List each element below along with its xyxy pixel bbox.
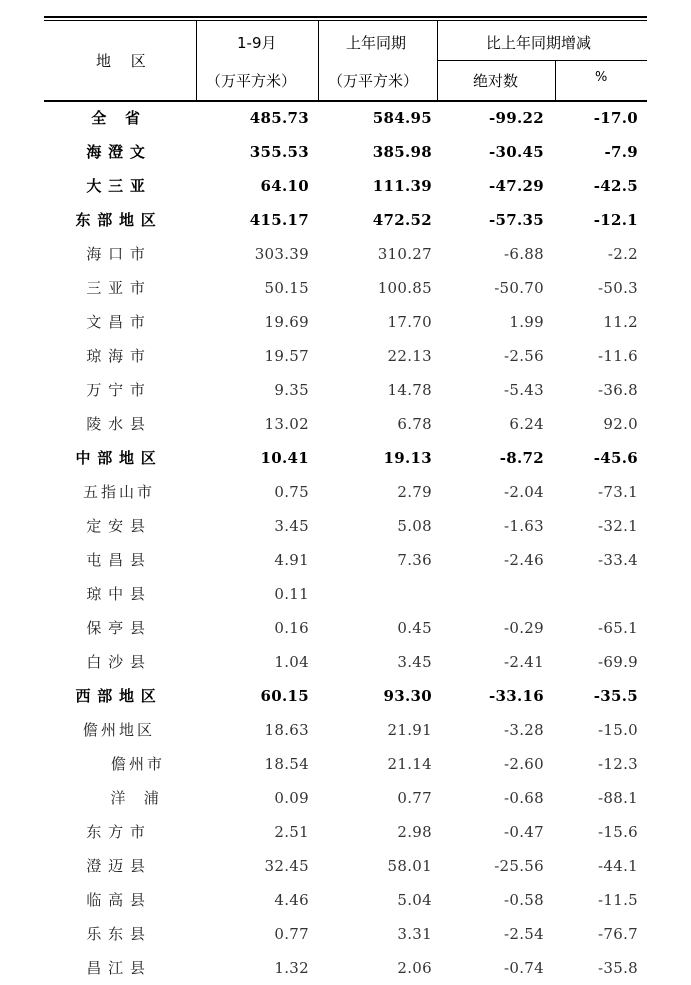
value-last-year: 6.78 <box>397 415 432 433</box>
value-1-9-month: 3.45 <box>274 517 309 535</box>
value-absolute-change: -3.28 <box>504 721 544 739</box>
value-1-9-month: 0.09 <box>274 789 309 807</box>
value-1-9-month: 303.39 <box>254 245 309 263</box>
table-row <box>44 645 647 679</box>
value-absolute-change: -5.43 <box>504 381 544 399</box>
table-row <box>44 543 647 577</box>
value-1-9-month: 9.35 <box>274 381 309 399</box>
value-1-9-month: 1.32 <box>274 959 309 977</box>
value-last-year: 0.45 <box>397 619 432 637</box>
table-row <box>44 815 647 849</box>
table-row <box>44 305 647 339</box>
value-absolute-change: -33.16 <box>489 687 544 705</box>
table-row <box>44 713 647 747</box>
header-col2-line1: 上年同期 <box>346 34 407 52</box>
value-percent-change: -2.2 <box>607 245 638 263</box>
value-1-9-month: 19.57 <box>264 347 309 365</box>
value-1-9-month: 0.75 <box>274 483 309 501</box>
header-col1-line2: （万平方米） <box>206 72 297 90</box>
value-1-9-month: 2.51 <box>274 823 309 841</box>
value-percent-change: -12.3 <box>598 755 638 773</box>
value-absolute-change: -2.60 <box>504 755 544 773</box>
value-last-year: 14.78 <box>387 381 432 399</box>
table-row <box>44 373 647 407</box>
region-name: 全 省 <box>91 109 147 127</box>
value-percent-change: -76.7 <box>598 925 638 943</box>
value-absolute-change: -30.45 <box>489 143 544 161</box>
table-row <box>44 679 647 713</box>
region-name: 大三亚 <box>86 177 152 195</box>
header-col3-abs: 绝对数 <box>473 72 519 90</box>
value-percent-change: -11.5 <box>598 891 638 909</box>
table-row <box>44 101 647 135</box>
table-row <box>44 203 647 237</box>
value-last-year: 22.13 <box>387 347 432 365</box>
value-absolute-change: -2.04 <box>504 483 544 501</box>
value-percent-change: -15.0 <box>598 721 638 739</box>
value-absolute-change: -0.68 <box>504 789 544 807</box>
region-name: 中部地区 <box>75 449 163 467</box>
value-absolute-change: -99.22 <box>489 109 544 127</box>
region-name: 保亭县 <box>86 619 152 637</box>
header-col3-group: 比上年同期增减 <box>486 34 592 52</box>
header-col3-pct: % <box>595 70 608 85</box>
value-last-year: 100.85 <box>377 279 432 297</box>
table-row <box>44 883 647 917</box>
value-percent-change: -35.8 <box>598 959 638 977</box>
header-col1-line1: 1-9月 <box>237 34 277 52</box>
header-divider-2 <box>318 21 319 101</box>
value-last-year: 2.79 <box>397 483 432 501</box>
value-1-9-month: 0.77 <box>274 925 309 943</box>
header-divider-4 <box>555 61 556 101</box>
region-name: 海口市 <box>86 245 152 263</box>
region-name: 儋州地区 <box>82 721 155 739</box>
value-1-9-month: 10.41 <box>260 449 309 467</box>
table-row <box>44 407 647 441</box>
region-name: 琼海市 <box>86 347 152 365</box>
region-name: 西部地区 <box>75 687 163 705</box>
table-row <box>44 441 647 475</box>
value-1-9-month: 19.69 <box>264 313 309 331</box>
value-absolute-change: -0.47 <box>504 823 544 841</box>
value-last-year: 111.39 <box>372 177 432 195</box>
value-percent-change: -42.5 <box>593 177 638 195</box>
value-1-9-month: 13.02 <box>264 415 309 433</box>
table-row <box>44 169 647 203</box>
value-last-year: 472.52 <box>372 211 432 229</box>
value-last-year: 2.06 <box>397 959 432 977</box>
value-percent-change: -88.1 <box>598 789 638 807</box>
table-row <box>44 475 647 509</box>
region-name: 万宁市 <box>86 381 152 399</box>
region-name: 屯昌县 <box>86 551 152 569</box>
top-double-rule-2 <box>44 20 647 21</box>
value-percent-change: -11.6 <box>598 347 638 365</box>
top-double-rule-1 <box>44 16 647 18</box>
table-row <box>44 611 647 645</box>
value-last-year: 3.45 <box>397 653 432 671</box>
value-absolute-change: -0.29 <box>504 619 544 637</box>
table-row <box>44 577 647 611</box>
value-1-9-month: 1.04 <box>274 653 309 671</box>
value-last-year: 584.95 <box>372 109 432 127</box>
value-last-year: 21.14 <box>387 755 432 773</box>
value-percent-change: -50.3 <box>598 279 638 297</box>
value-percent-change: -69.9 <box>598 653 638 671</box>
value-absolute-change: -2.56 <box>504 347 544 365</box>
region-name: 临高县 <box>86 891 152 909</box>
value-absolute-change: -2.54 <box>504 925 544 943</box>
value-absolute-change: 1.99 <box>509 313 544 331</box>
value-last-year: 93.30 <box>383 687 432 705</box>
table-row <box>44 849 647 883</box>
value-last-year: 5.04 <box>397 891 432 909</box>
value-1-9-month: 4.46 <box>274 891 309 909</box>
value-last-year: 310.27 <box>377 245 432 263</box>
region-name: 澄迈县 <box>86 857 152 875</box>
value-last-year: 21.91 <box>387 721 432 739</box>
value-1-9-month: 0.11 <box>274 585 309 603</box>
value-1-9-month: 18.54 <box>264 755 309 773</box>
value-percent-change: -44.1 <box>598 857 638 875</box>
region-name: 五指山市 <box>82 483 155 501</box>
table-row <box>44 271 647 305</box>
region-name: 东方市 <box>86 823 152 841</box>
value-absolute-change: -8.72 <box>499 449 544 467</box>
value-1-9-month: 50.15 <box>264 279 309 297</box>
header-divider-3 <box>437 21 438 101</box>
table-row <box>44 951 647 985</box>
value-percent-change: -17.0 <box>593 109 638 127</box>
table-row <box>44 237 647 271</box>
value-1-9-month: 485.73 <box>249 109 309 127</box>
value-absolute-change: -1.63 <box>504 517 544 535</box>
value-percent-change: -65.1 <box>598 619 638 637</box>
value-1-9-month: 18.63 <box>264 721 309 739</box>
value-last-year: 0.77 <box>397 789 432 807</box>
value-absolute-change: -2.46 <box>504 551 544 569</box>
table-row <box>44 339 647 373</box>
header-col2-line2: （万平方米） <box>328 72 419 90</box>
region-name: 东部地区 <box>75 211 163 229</box>
region-name: 白沙县 <box>86 653 152 671</box>
value-last-year: 5.08 <box>397 517 432 535</box>
value-last-year: 17.70 <box>387 313 432 331</box>
value-absolute-change: -0.58 <box>504 891 544 909</box>
region-name: 琼中县 <box>86 585 152 603</box>
header-divider-1 <box>196 21 197 101</box>
value-last-year: 2.98 <box>397 823 432 841</box>
value-percent-change: -33.4 <box>598 551 638 569</box>
value-absolute-change: -57.35 <box>489 211 544 229</box>
value-absolute-change: -47.29 <box>489 177 544 195</box>
value-absolute-change: -25.56 <box>494 857 544 875</box>
value-percent-change: -73.1 <box>598 483 638 501</box>
value-percent-change: -35.5 <box>593 687 638 705</box>
region-name: 儋州市 <box>110 755 165 773</box>
value-percent-change: 11.2 <box>603 313 638 331</box>
region-name: 定安县 <box>86 517 152 535</box>
value-absolute-change: -50.70 <box>494 279 544 297</box>
value-absolute-change: -0.74 <box>504 959 544 977</box>
value-1-9-month: 60.15 <box>260 687 309 705</box>
value-absolute-change: -2.41 <box>504 653 544 671</box>
table-row <box>44 747 647 781</box>
value-1-9-month: 415.17 <box>249 211 309 229</box>
table-row <box>44 135 647 169</box>
region-name: 海澄文 <box>86 143 152 161</box>
value-percent-change: 92.0 <box>603 415 638 433</box>
header-region: 地 区 <box>96 52 154 70</box>
region-name: 陵水县 <box>86 415 152 433</box>
value-percent-change: -7.9 <box>604 143 638 161</box>
value-last-year: 19.13 <box>383 449 432 467</box>
region-name: 三亚市 <box>86 279 152 297</box>
value-percent-change: -15.6 <box>598 823 638 841</box>
value-percent-change: -12.1 <box>593 211 638 229</box>
table-row <box>44 509 647 543</box>
value-percent-change: -36.8 <box>598 381 638 399</box>
value-1-9-month: 4.91 <box>274 551 309 569</box>
table-row <box>44 917 647 951</box>
value-1-9-month: 0.16 <box>274 619 309 637</box>
value-1-9-month: 64.10 <box>260 177 309 195</box>
region-name: 昌江县 <box>86 959 152 977</box>
region-name: 乐东县 <box>86 925 152 943</box>
value-last-year: 7.36 <box>397 551 432 569</box>
table-row <box>44 781 647 815</box>
value-1-9-month: 32.45 <box>264 857 309 875</box>
value-last-year: 385.98 <box>372 143 432 161</box>
value-1-9-month: 355.53 <box>249 143 309 161</box>
value-last-year: 58.01 <box>387 857 432 875</box>
region-name: 洋 浦 <box>110 789 166 807</box>
value-last-year: 3.31 <box>397 925 432 943</box>
value-percent-change: -45.6 <box>593 449 638 467</box>
region-name: 文昌市 <box>86 313 152 331</box>
value-absolute-change: 6.24 <box>509 415 544 433</box>
sub-header-rule <box>437 60 647 61</box>
value-percent-change: -32.1 <box>598 517 638 535</box>
value-absolute-change: -6.88 <box>504 245 544 263</box>
